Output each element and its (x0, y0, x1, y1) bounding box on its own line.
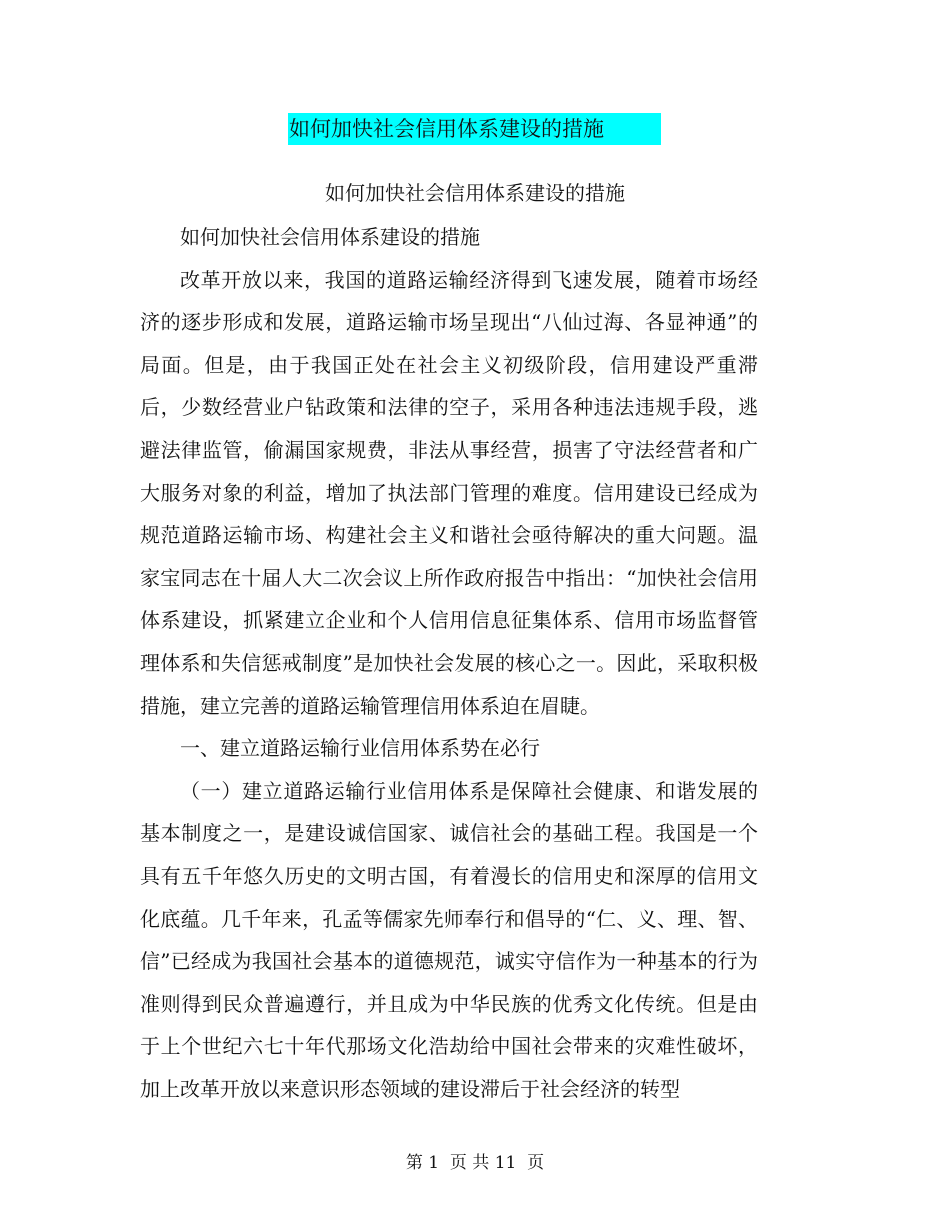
body-text (140, 216, 758, 1110)
page-footer: 第 1 页 共 11 页 (405, 1153, 545, 1173)
section-heading: 一、建立道路运输行业信用体系势在必行 (180, 736, 540, 761)
paragraph-heading: 如何加快社会信用体系建设的措施 (180, 225, 480, 249)
highlighted-title: 如何加快社会信用体系建设的措施 (288, 113, 661, 145)
paragraph-intro: 改革开放以来，我国的道路运输经济得到飞速发展，随着市场经济的逐步形成和发展，道路运输市场呈现出“八仙过海、各显神通”的局面。但是，由于我国正处在社会主义初级阶段，信用建设严重滞后，少数经营业户钻政策和法律的空子，采用各种违法违规手段，逃避法律监管，偷漏国家规费，非法从事经营，损害了守法经营者和广大服务对象的利益，增加了执法部门管理的难度。信用建设已经成为规范道路运输市场、构建社会主义和谐社会亟待解决的重大问题。温家宝同志在十届人大二次会议上所作政府报告中指出：“加快社会信用体系建设，抓紧建立企业和个人信用信息征集体系、信用市场监督管理体系和失信惩戒制度”是加快社会发展的核心之一。因此，采取积极措施，建立完善的道路运输管理信用体系迫在眉睫。 (140, 267, 758, 718)
paragraph-section-one: （一）建立道路运输行业信用体系是保障社会健康、和谐发展的基本制度之一，是建设诚信国家、诚信社会的基础工程。我国是一个具有五千年悠久历史的文明古国，有着漫长的信用史和深厚的信用文化底蕴。几千年来，孔孟等儒家先师奉行和倡导的“仁、义、理、智、信”已经成为我国社会基本的道德规范，诚实守信作为一种基本的行为准则得到民众普遍遵行，并且成为中华民族的优秀文化传统。但是由于上个世纪六七十年代那场文化浩劫给中国社会带来的灾难性破坏，加上改革开放以来意识形态领域的建设滞后于社会经济的转型 (140, 778, 758, 1101)
centered-title: 如何加快社会信用体系建设的措施 (325, 181, 625, 205)
